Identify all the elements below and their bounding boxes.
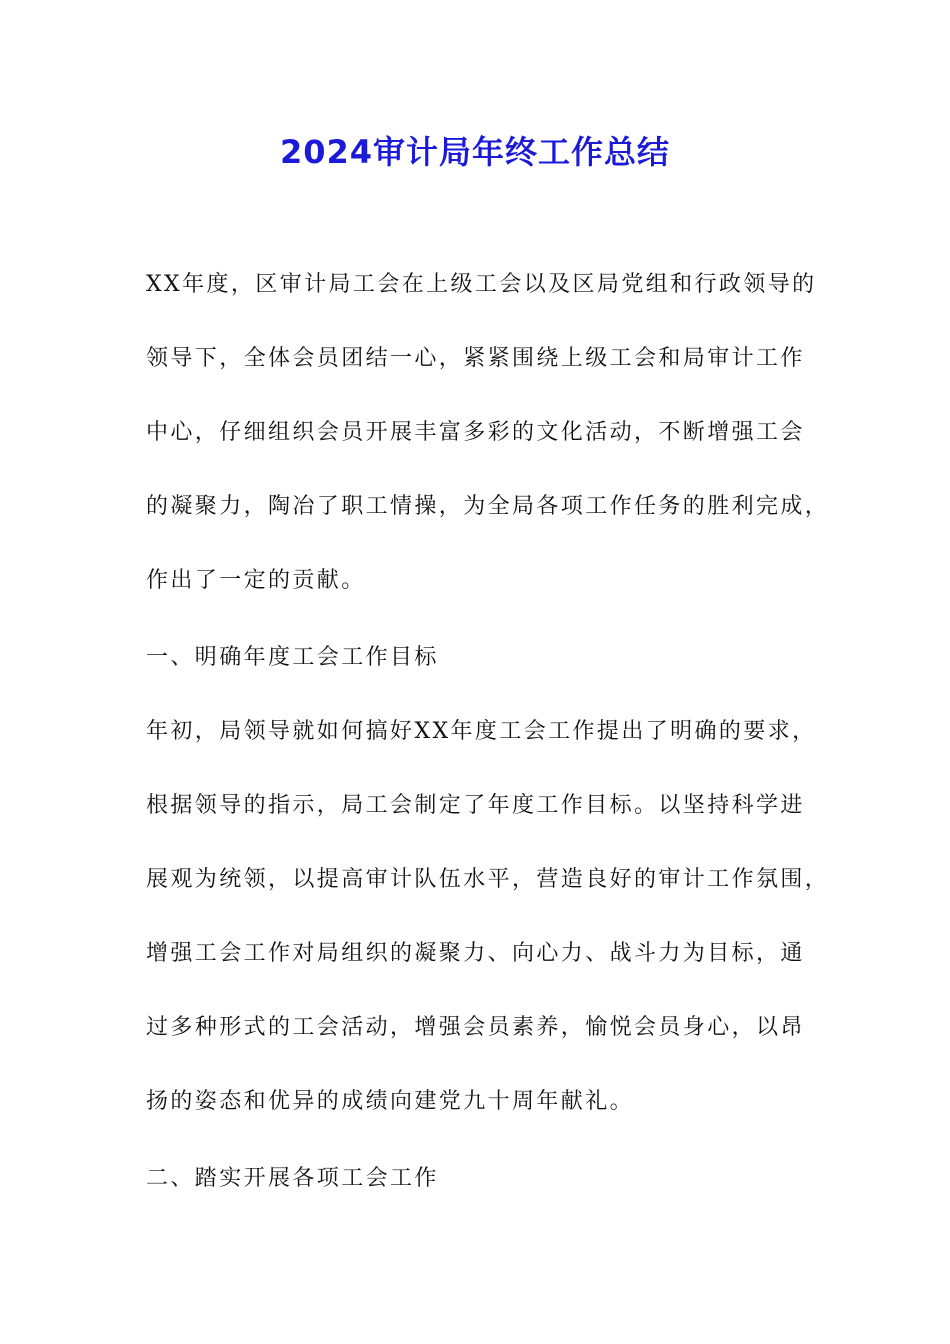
paragraph-line: 扬的姿态和优异的成绩向建党九十周年献礼。: [146, 1089, 635, 1114]
paragraph-line: XX年度，区审计局工会在上级工会以及区局党组和行政领导的: [146, 272, 817, 297]
paragraph-line: 展观为统领，以提高审计队伍水平，营造良好的审计工作氛围，: [146, 867, 830, 892]
section-heading: 一、明确年度工会工作目标: [146, 645, 439, 670]
section-heading: 二、踏实开展各项工会工作: [146, 1166, 439, 1191]
document-title: 2024审计局年终工作总结: [279, 133, 671, 171]
paragraph-line: 领导下，全体会员团结一心，紧紧围绕上级工会和局审计工作: [146, 346, 805, 371]
paragraph-line: 过多种形式的工会活动，增强会员素养，愉悦会员身心，以昂: [146, 1015, 805, 1040]
paragraph-line: 的凝聚力，陶冶了职工情操，为全局各项工作任务的胜利完成，: [146, 494, 830, 519]
paragraph-line: 中心，仔细组织会员开展丰富多彩的文化活动，不断增强工会: [146, 420, 805, 445]
paragraph-line: 增强工会工作对局组织的凝聚力、向心力、战斗力为目标，通: [146, 941, 805, 966]
paragraph-line: 根据领导的指示，局工会制定了年度工作目标。以坚持科学进: [146, 793, 805, 818]
paragraph-line: 年初，局领导就如何搞好XX年度工会工作提出了明确的要求，: [146, 719, 817, 744]
paragraph-line: 作出了一定的贡献。: [146, 568, 366, 593]
